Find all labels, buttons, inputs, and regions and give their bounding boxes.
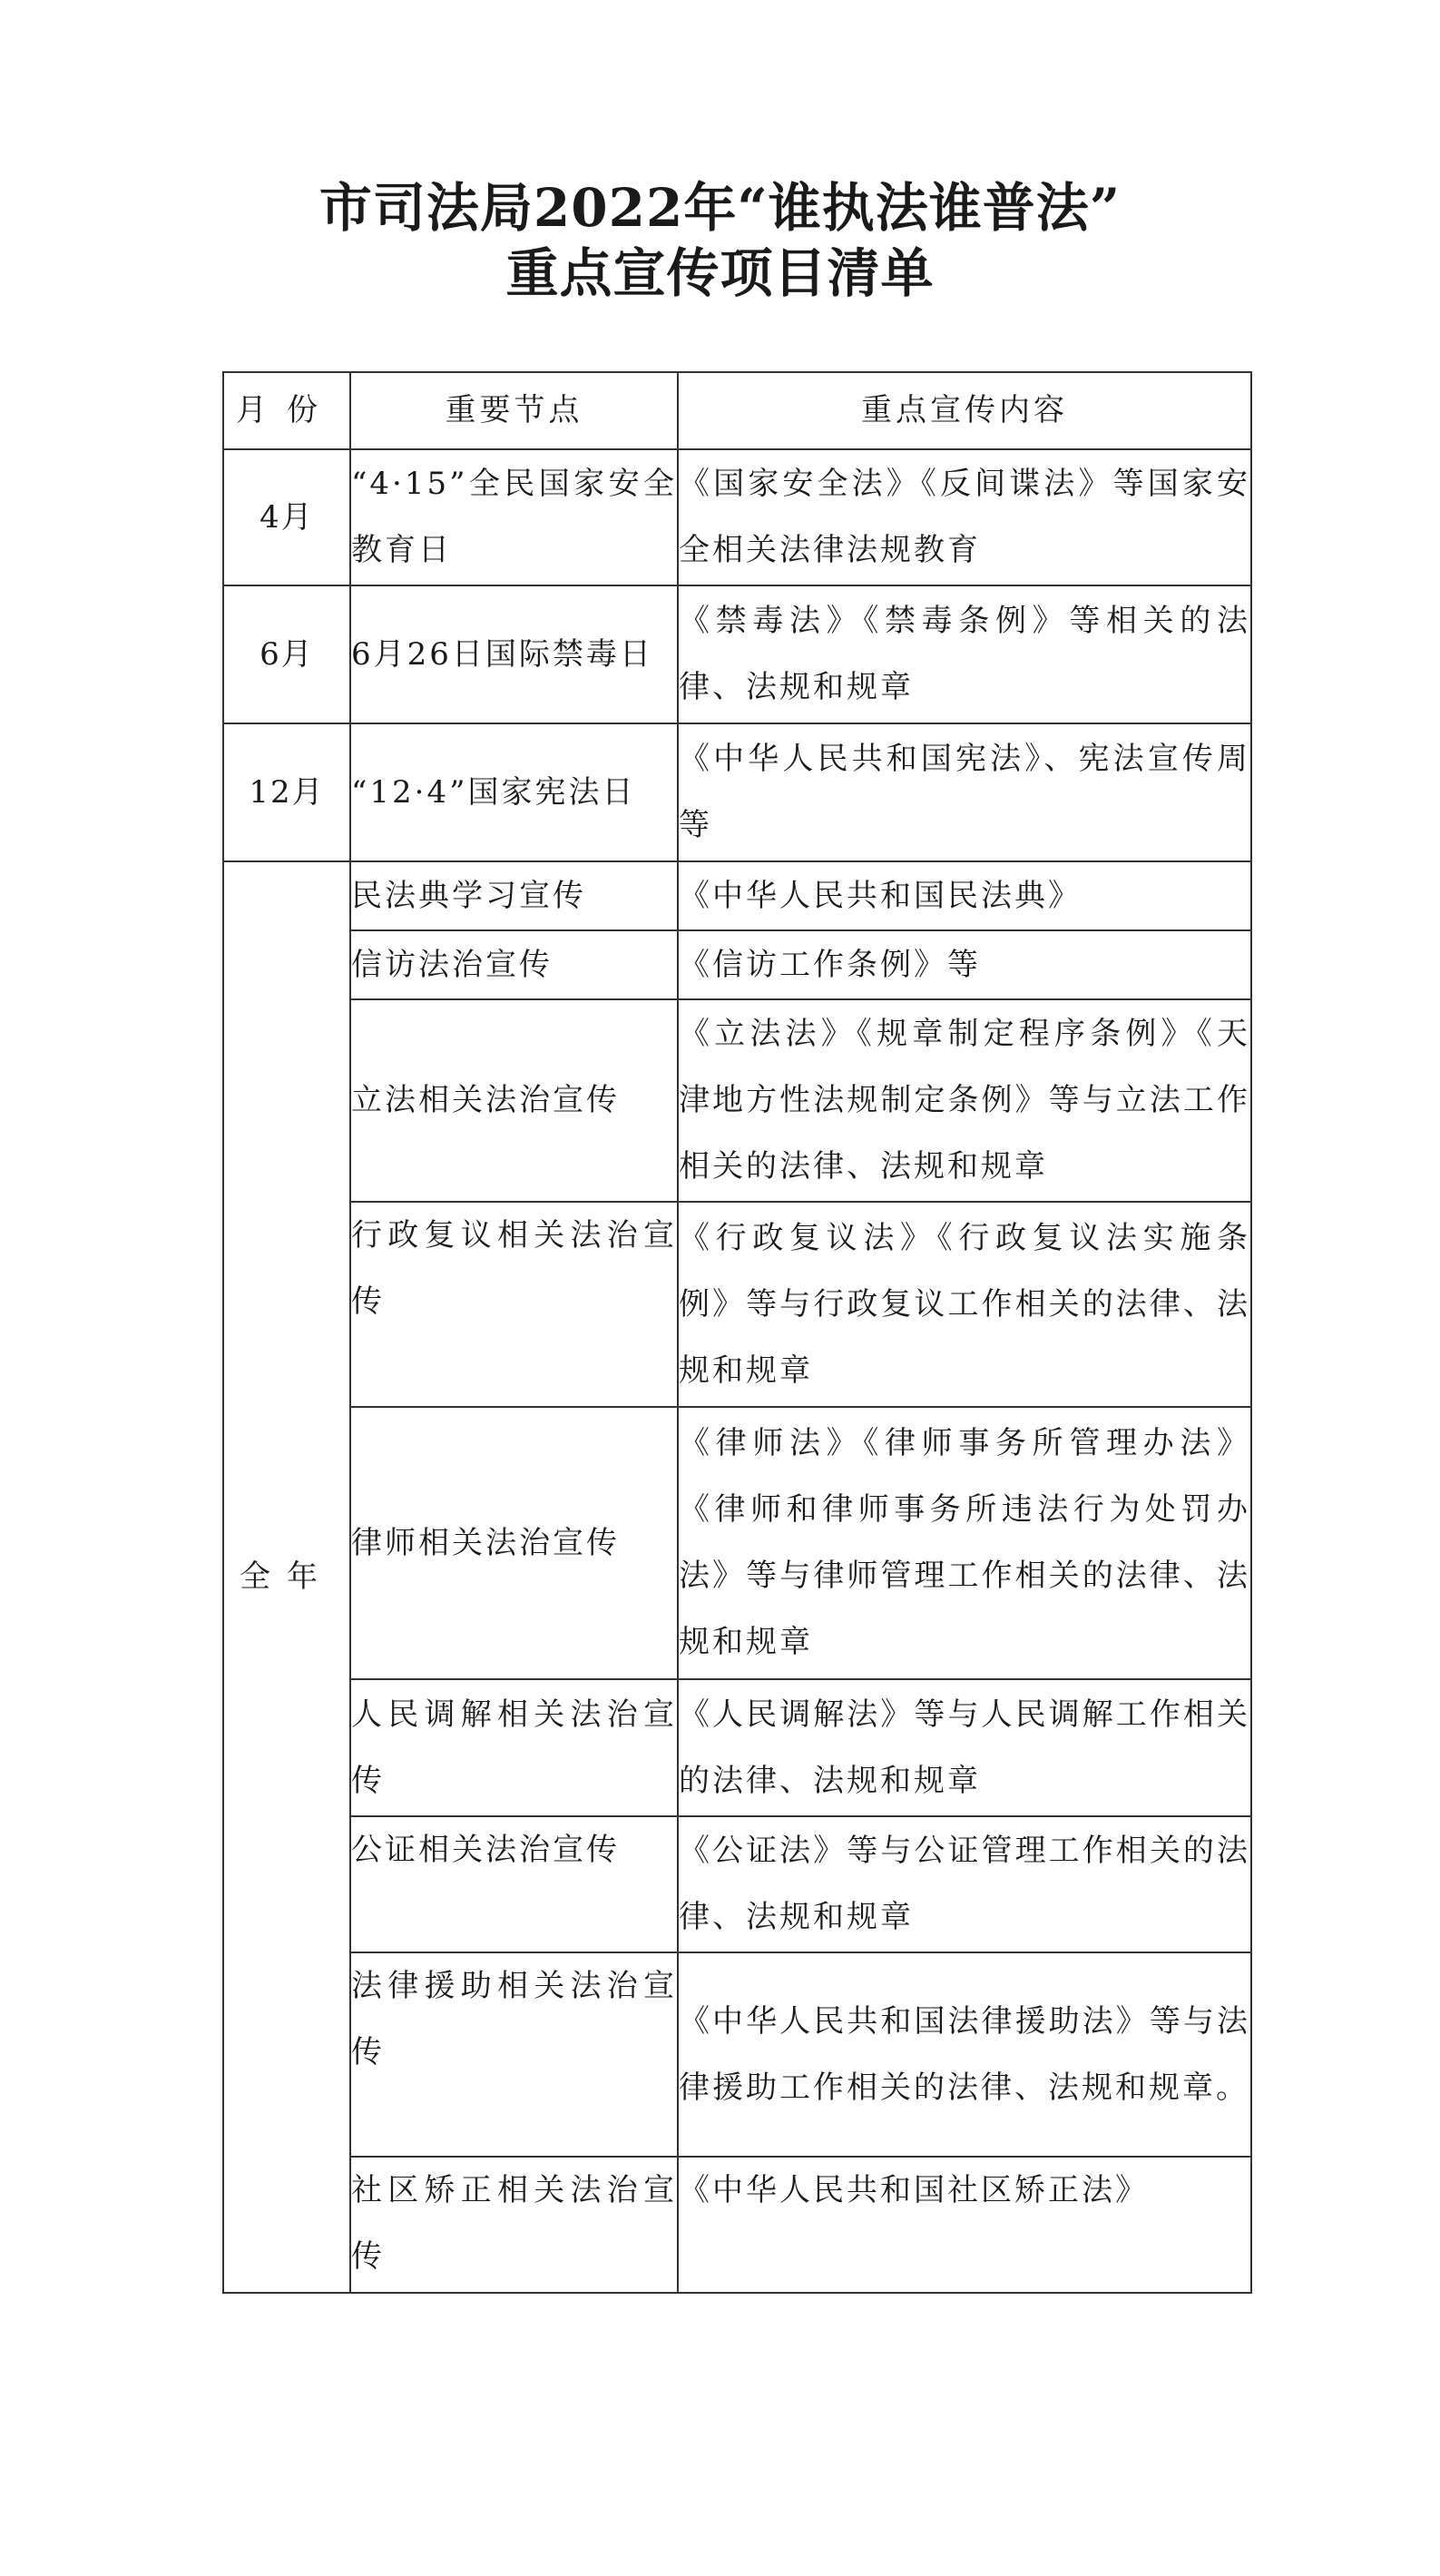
table-row [223, 585, 1251, 723]
table-row [223, 1679, 1251, 1816]
row-month: 12月 [223, 723, 350, 861]
row-month: 4月 [223, 449, 350, 585]
table-row [223, 449, 1251, 585]
row-key-node: 6月26日国际禁毒日 [350, 585, 678, 723]
row-key-node: 信访法治宣传 [350, 930, 678, 999]
row-key-content: 《行政复议法》《行政复议法实施条例》等与行政复议工作相关的法律、法规和规章 [678, 1202, 1251, 1407]
table-row [223, 1816, 1251, 1952]
row-key-node: 律师相关法治宣传 [350, 1407, 678, 1679]
row-key-content: 《中华人民共和国社区矫正法》 [678, 2157, 1251, 2293]
row-key-content: 《中华人民共和国法律援助法》等与法律援助工作相关的法律、法规和规章。 [678, 1952, 1251, 2157]
row-key-content: 《禁毒法》《禁毒条例》等相关的法律、法规和规章 [678, 585, 1251, 723]
row-key-content: 《中华人民共和国民法典》 [678, 861, 1251, 930]
row-key-content: 《国家安全法》《反间谍法》等国家安全相关法律法规教育 [678, 449, 1251, 585]
row-key-content: 《立法法》《规章制定程序条例》《天津地方性法规制定条例》等与立法工作相关的法律、法规和规章 [678, 999, 1251, 1202]
row-key-node: 法律援助相关法治宣传 [350, 1952, 678, 2157]
header-key-content: 重点宣传内容 [678, 372, 1251, 449]
publicity-plan-table [222, 371, 1252, 2294]
row-key-content: 《公证法》等与公证管理工作相关的法律、法规和规章 [678, 1816, 1251, 1952]
row-key-node: 立法相关法治宣传 [350, 999, 678, 1202]
table-row [223, 861, 1251, 930]
row-key-node: 社区矫正相关法治宣传 [350, 2157, 678, 2293]
row-key-node: 民法典学习宣传 [350, 861, 678, 930]
header-month: 月份 [223, 372, 350, 449]
table-row [223, 999, 1251, 1202]
row-key-content: 《人民调解法》等与人民调解工作相关的法律、法规和规章 [678, 1679, 1251, 1816]
row-key-content: 《中华人民共和国宪法》、宪法宣传周等 [678, 723, 1251, 861]
table-row [223, 1202, 1251, 1407]
document-title-line-2: 重点宣传项目清单 [505, 242, 935, 304]
row-key-node: “4·15”全民国家安全教育日 [350, 449, 678, 585]
table-row [223, 1952, 1251, 2157]
row-month: 6月 [223, 585, 350, 723]
header-key-node: 重要节点 [350, 372, 678, 449]
row-key-node: “12·4”国家宪法日 [350, 723, 678, 861]
row-key-node: 公证相关法治宣传 [350, 1816, 678, 1952]
table-row [223, 723, 1251, 861]
table-header-row [223, 372, 1251, 449]
table-row [223, 930, 1251, 999]
row-key-node: 人民调解相关法治宣传 [350, 1679, 678, 1816]
row-key-node: 行政复议相关法治宣传 [350, 1202, 678, 1407]
row-month-full-year: 全年 [223, 861, 350, 2293]
document-title-line-1: 市司法局2022年“谁执法谁普法” [318, 177, 1122, 239]
table-row [223, 1407, 1251, 1679]
table-row [223, 2157, 1251, 2293]
row-key-content: 《律师法》《律师事务所管理办法》《律师和律师事务所违法行为处罚办法》等与律师管理工作相关的法律、法规和规章 [678, 1407, 1251, 1679]
row-key-content: 《信访工作条例》等 [678, 930, 1251, 999]
